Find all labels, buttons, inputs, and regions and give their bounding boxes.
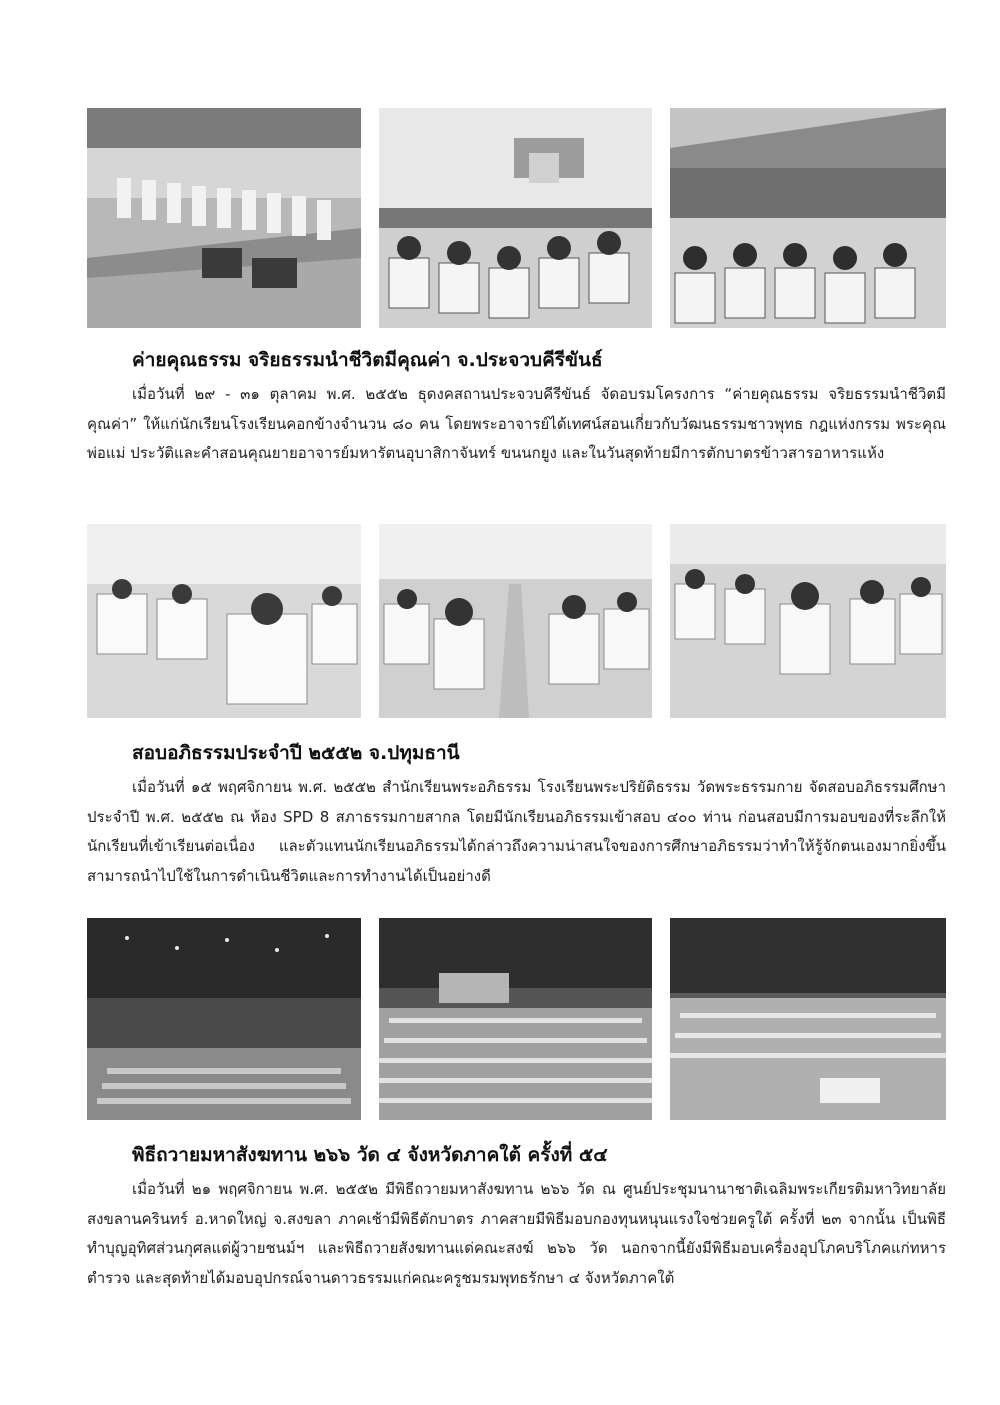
section-body-camp: เมื่อวันที่ ๒๙ - ๓๑ ตุลาคม พ.ศ. ๒๕๕๒ ธุดงคสถานประจวบคีรีขันธ์ จัดอบรมโครงการ “ค่ายคุณธรรม จริยธรรมนำชีวิตมีคุณค่า” ให้แก่นักเรียนโรงเรียนคอกข้างจำนวน ๘๐ คน โดยพระอาจารย์ได้เทศน์สอนเกี่ยวกับวัฒนธรรมชาวพุทธ กฎแห่งกรรม พระคุณพ่อแม่ ประวัติและคำสอนคุณยายอาจารย์มหารัตนอุบาสิกาจันทร์ ขนนกยูง และในวันสุดท้ายมีการตักบาตรข้าวสารอาหารแห้ง: [87, 385, 946, 462]
section-body-exam: เมื่อวันที่ ๑๕ พฤศจิกายน พ.ศ. ๒๕๕๒ สำนักเรียนพระอภิธรรม โรงเรียนพระปริยัติธรรม วัดพระธรรมกาย จัดสอบอภิธรรมศึกษาประจำปี พ.ศ. ๒๕๕๒ ณ ห้อง SPD 8 สภาธรรมกายสากล โดยมีนักเรียนอภิธรรมเข้าสอบ ๔๐๐ ท่าน ก่อนสอบมีการมอบของที่ระลึกให้นักเรียนที่เข้าเรียนต่อเนื่อง และตัวแทนนักเรียนอภิธรรมได้กล่าวถึงความน่าสนใจของการศึกษาอภิธรรมว่าทำให้รู้จักตนเองมากยิ่งขึ้น สามารถนำไปใช้ในการดำเนินชีวิตและการทำงานได้เป็นอย่างดี: [87, 778, 946, 885]
section-body-sanghadana: เมื่อวันที่ ๒๑ พฤศจิกายน พ.ศ. ๒๕๕๒ มีพิธีถวายมหาสังฆทาน ๒๖๖ วัด ณ ศูนย์ประชุมนานาชาติเฉลิมพระเกียรติมหาวิทยาลัยสงขลานครินทร์ อ.หาดใหญ่ จ.สงขลา ภาคเช้ามีพิธีตักบาตร ภาคสายมีพิธีมอบกองทุนหนุนแรงใจช่วยครูใต้ ครั้งที่ ๒๓ จากนั้น เป็นพิธีทำบุญอุทิศส่วนกุศลแด่ผู้วายชนม์ฯ และพิธีถวายสังฆทานแด่คณะสงฆ์ ๒๖๖ วัด นอกจากนี้ยังมีพิธีมอบเครื่องอุปโภคบริโภคแก่ทหาร ตำรวจ และสุดท้ายได้มอบอุปกรณ์จานดาวธรรมแก่คณะครูชมรมพุทธรักษา ๔ จังหวัดภาคใต้: [87, 1180, 946, 1287]
photo-exam-hall-center: [379, 524, 652, 718]
photo-camp-students-walkway: [87, 108, 361, 328]
photo-row-sanghadana: [87, 918, 946, 1120]
photo-exam-hall-right: [670, 524, 946, 718]
section-title-sanghadana: พิธีถวายมหาสังฆทาน ๒๖๖ วัด ๔ จังหวัดภาคใต้ ครั้งที่ ๕๔: [132, 1144, 608, 1166]
photo-sanghadana-hall-center: [379, 918, 652, 1120]
photo-camp-outdoor-sala: [670, 108, 946, 328]
section-title-camp: ค่ายคุณธรรม จริยธรรมนำชีวิตมีคุณค่า จ.ประจวบคีรีขันธ์: [132, 349, 603, 371]
photo-camp-hall-students: [379, 108, 652, 328]
photo-sanghadana-hall-left: [87, 918, 361, 1120]
photo-exam-hall-left: [87, 524, 361, 718]
photo-row-exam: [87, 524, 946, 718]
photo-sanghadana-hall-right: [670, 918, 946, 1120]
photo-row-camp: [87, 108, 946, 328]
section-title-exam: สอบอภิธรรมประจำปี ๒๕๕๒ จ.ปทุมธานี: [132, 742, 460, 764]
